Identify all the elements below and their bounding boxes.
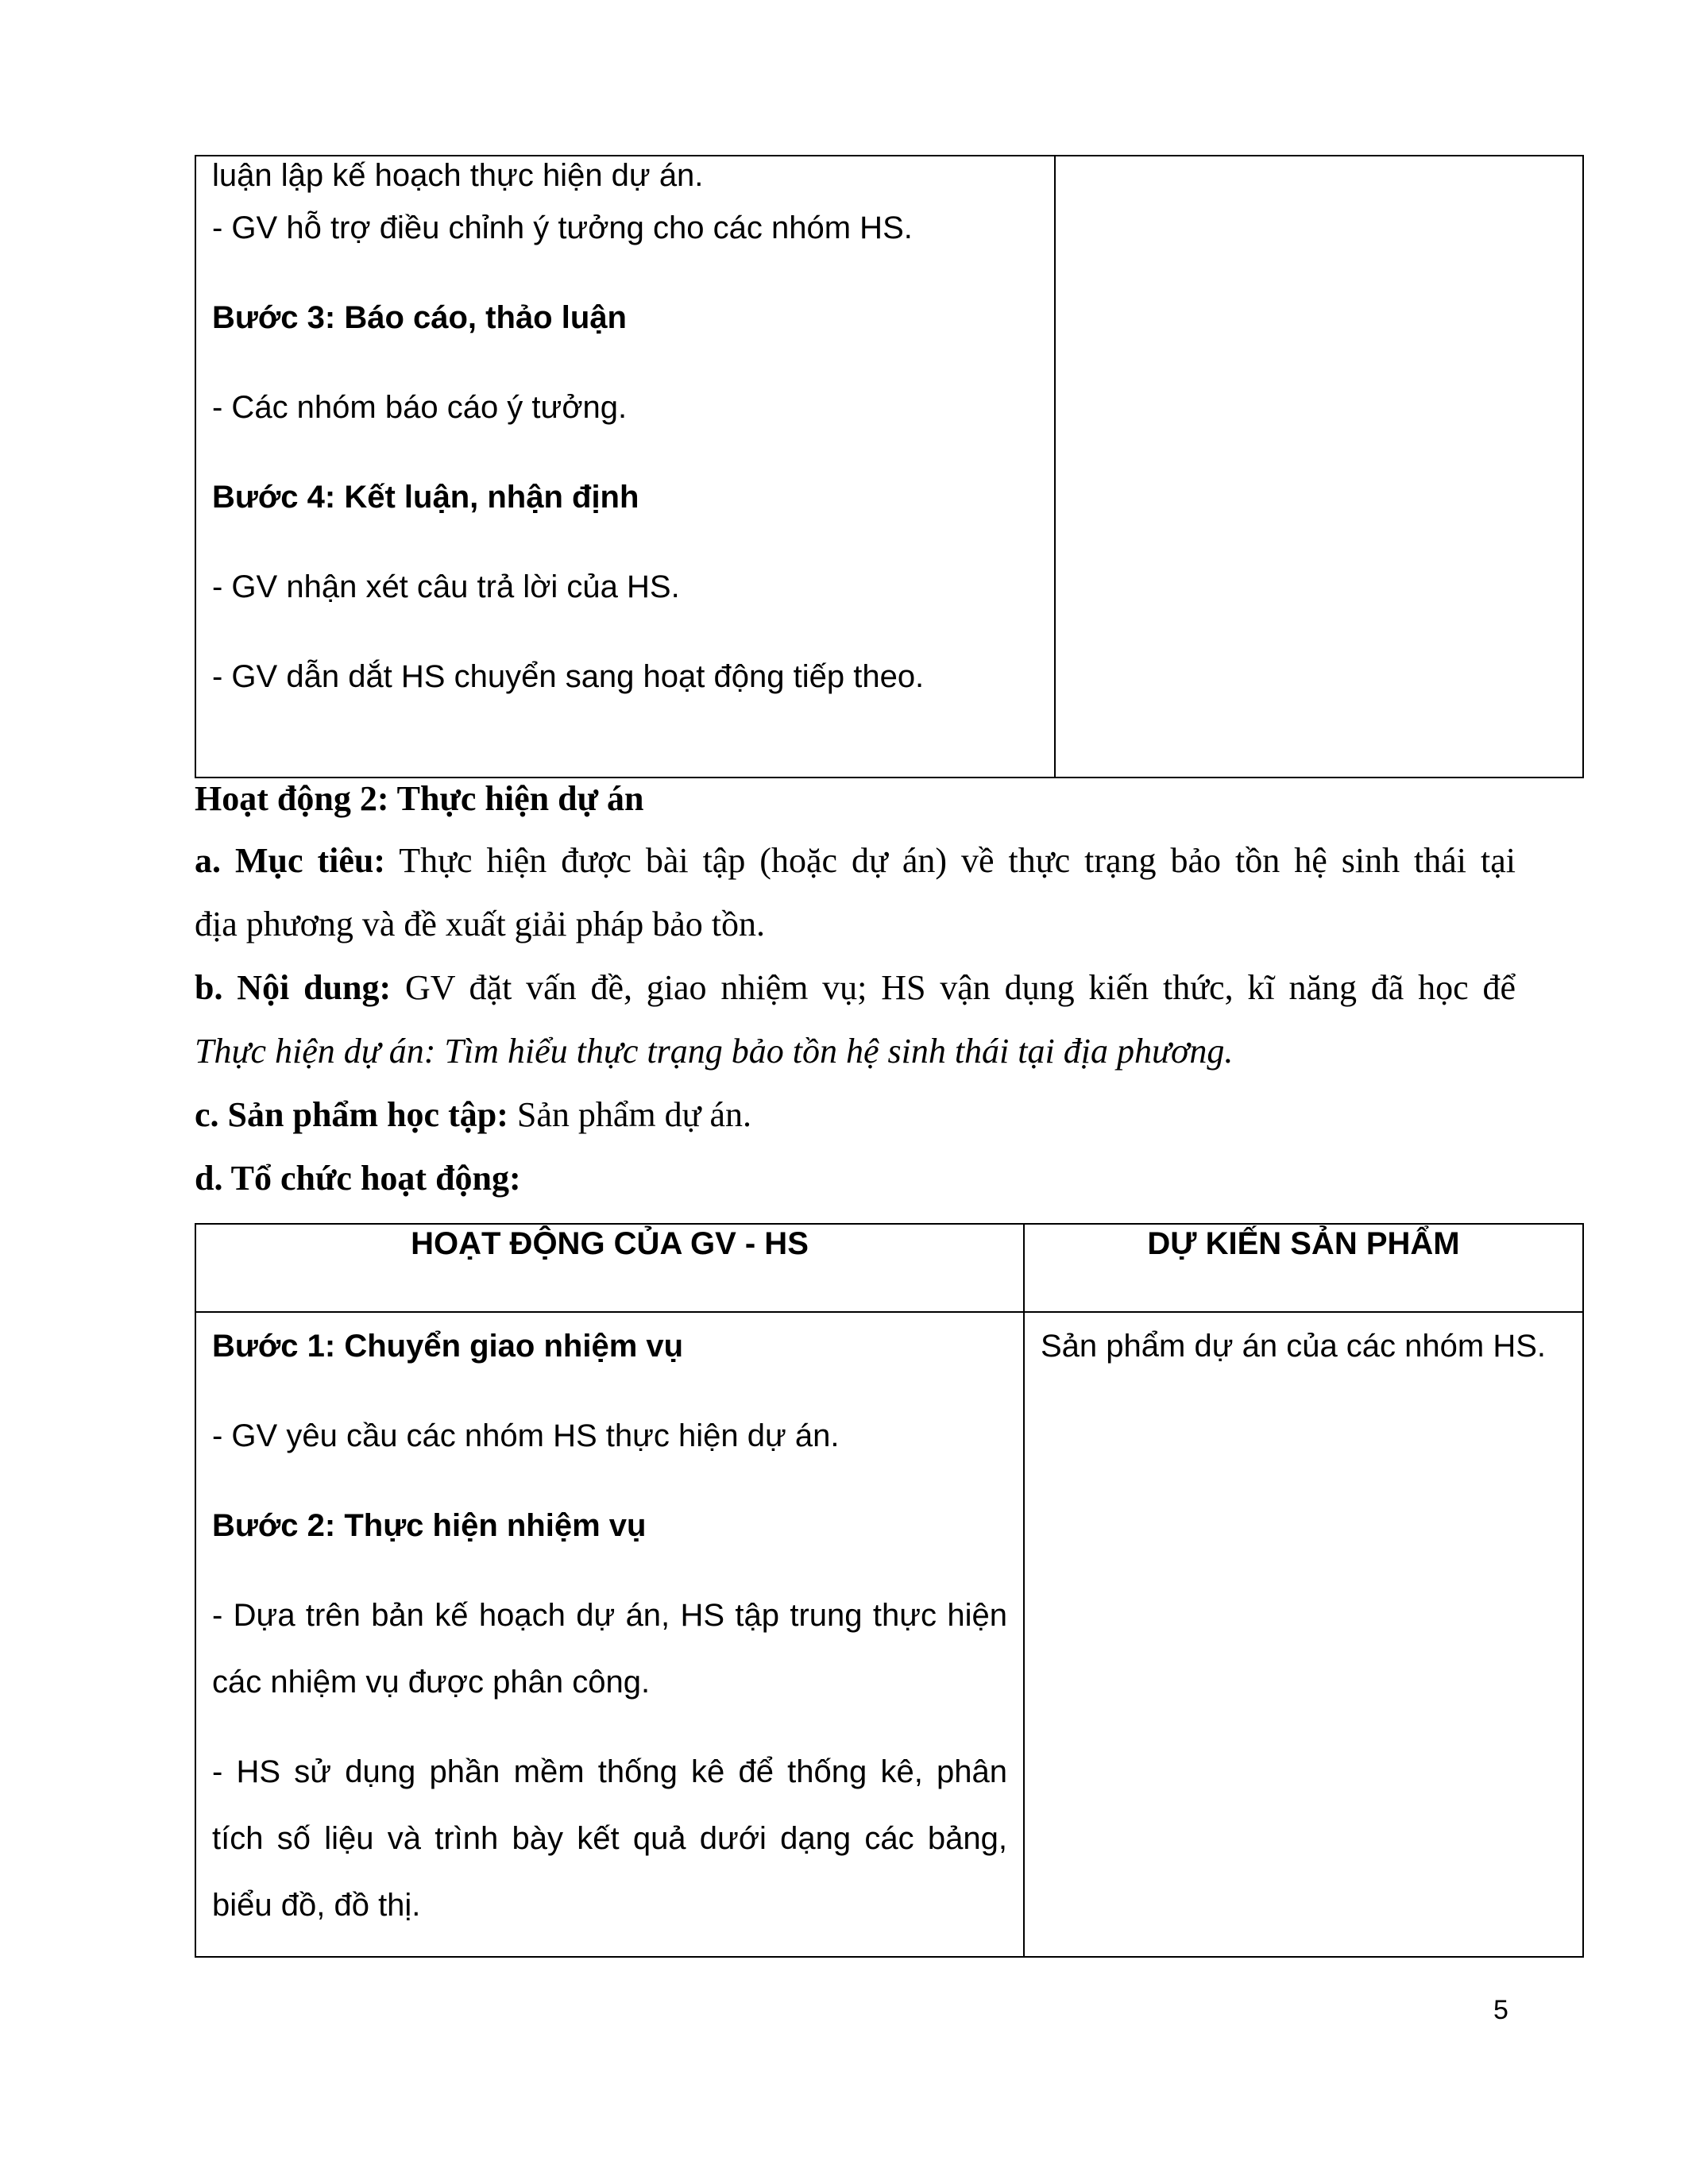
step-heading: Bước 2: Thực hiện nhiệm vụ <box>212 1508 647 1543</box>
product-line: c. Sản phẩm học tập: Sản phẩm dự án. <box>195 1095 751 1134</box>
step-heading: Bước 3: Báo cáo, thảo luận <box>212 300 627 335</box>
text-paragraph: - HS sử dụng phần mềm thống kê để thống kê, phân tích số liệu và trình bày kết quả dưới dạng các bảng, biểu đồ, đồ thị. <box>212 1754 1007 1923</box>
text-line: - Các nhóm báo cáo ý tưởng. <box>212 390 628 425</box>
product-text: Sản phẩm dự án của các nhóm HS. <box>1041 1329 1547 1364</box>
continuation-table <box>195 155 1584 778</box>
header-activity: HOẠT ĐỘNG CỦA GV - HS <box>195 1224 1024 1312</box>
activity-table <box>195 1223 1584 1958</box>
objective-line-2: địa phương và đề xuất giải pháp bảo tồn. <box>195 905 765 943</box>
text-paragraph: - Dựa trên bản kế hoạch dự án, HS tập trung thực hiện các nhiệm vụ được phân công. <box>212 1598 1007 1700</box>
step-heading: Bước 1: Chuyển giao nhiệm vụ <box>212 1329 684 1364</box>
activity-cell <box>195 1312 1024 1957</box>
text-line: - GV hỗ trợ điều chỉnh ý tưởng cho các nhóm HS. <box>212 210 913 245</box>
page-number: 5 <box>1493 1995 1508 2025</box>
text-line: - GV yêu cầu các nhóm HS thực hiện dự án. <box>212 1418 840 1453</box>
header-product: DỰ KIẾN SẢN PHẨM <box>1024 1224 1583 1312</box>
text-line: - GV dẫn dắt HS chuyển sang hoạt động tiếp theo. <box>212 659 925 694</box>
product-cell <box>1024 1312 1583 1957</box>
content-line-2: Thực hiện dự án: Tìm hiểu thực trạng bảo tồn hệ sinh thái tại địa phương. <box>195 1032 1234 1071</box>
text-line: luận lập kế hoạch thực hiện dự án. <box>212 158 704 193</box>
activity-cell <box>195 156 1055 778</box>
product-cell <box>1055 156 1583 778</box>
organize-line: d. Tổ chức hoạt động: <box>195 1159 521 1198</box>
content-line-1: b. Nội dung: GV đặt vấn đề, giao nhiệm vụ; HS vận dụng kiến thức, kĩ năng đã học để <box>195 968 1516 1007</box>
objective-line-1: a. Mục tiêu: Thực hiện được bài tập (hoặc dự án) về thực trạng bảo tồn hệ sinh thái tại <box>195 841 1516 880</box>
activity-title: Hoạt động 2: Thực hiện dự án <box>195 779 644 818</box>
text-line: - GV nhận xét câu trả lời của HS. <box>212 569 680 604</box>
step-heading: Bước 4: Kết luận, nhận định <box>212 480 639 515</box>
